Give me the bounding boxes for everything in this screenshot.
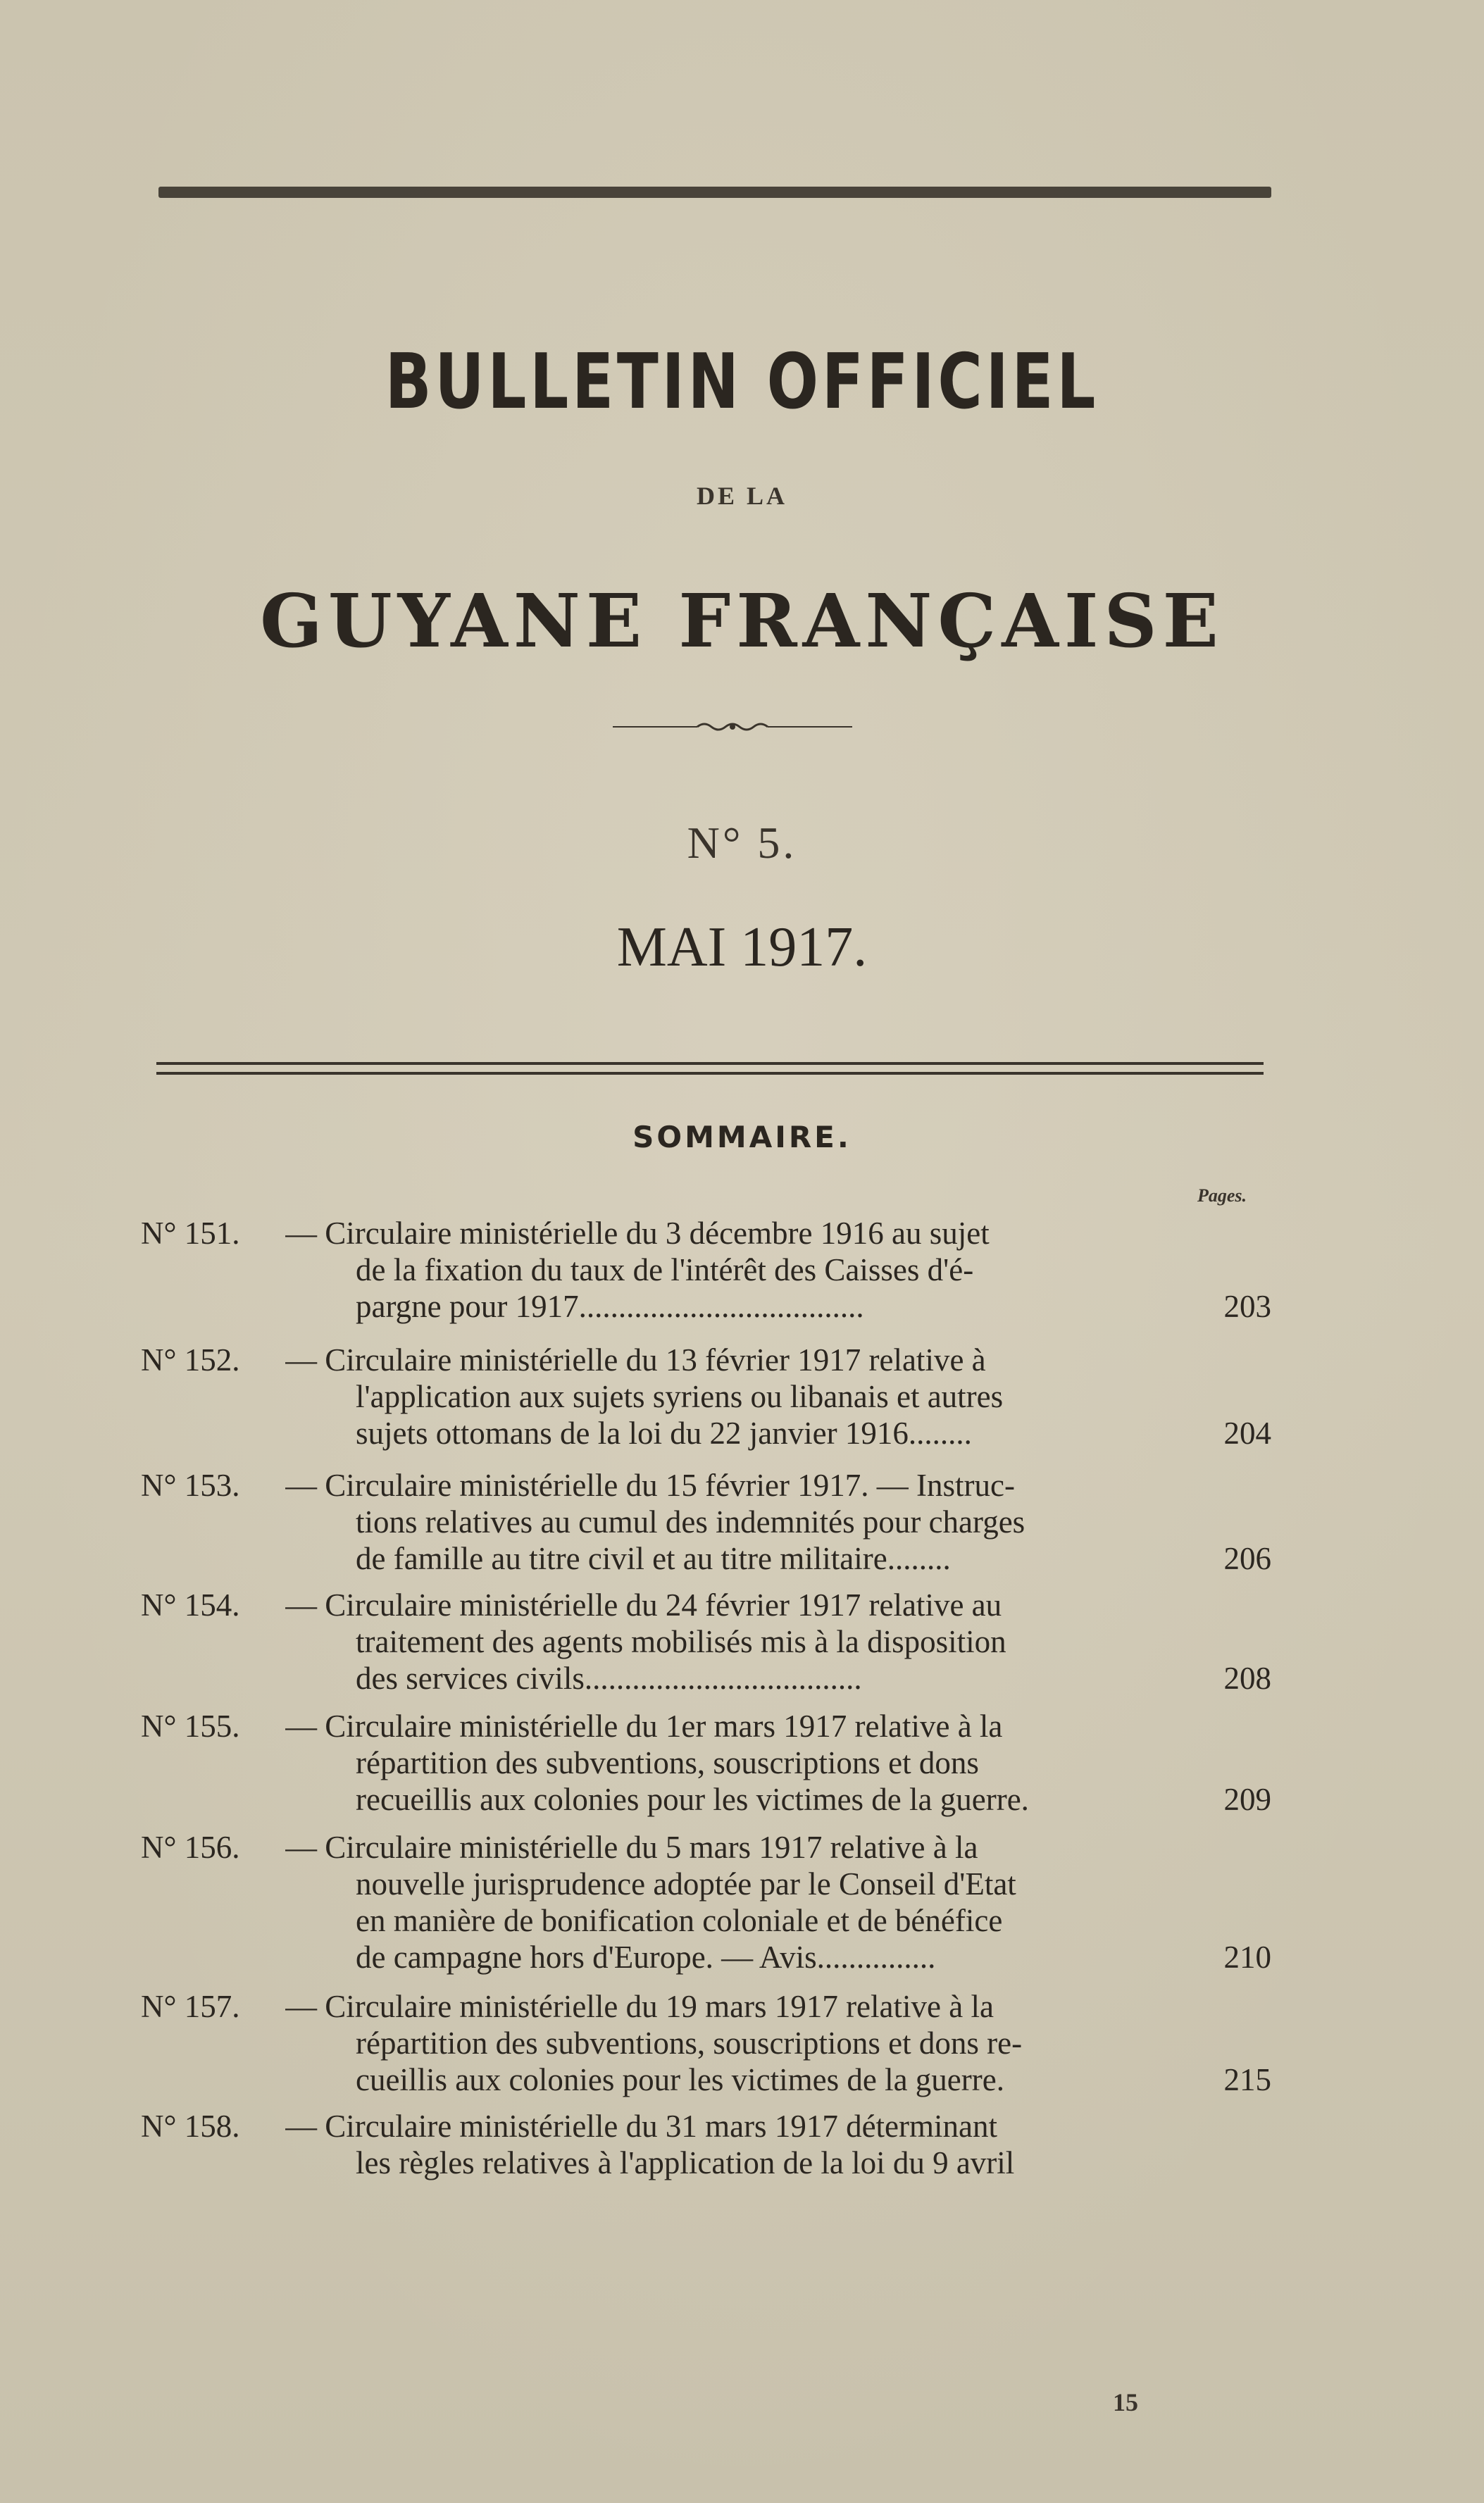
entry-text-line: — Circulaire ministérielle du 24 février 1917 relative au bbox=[285, 1587, 1002, 1623]
ornament-divider bbox=[613, 720, 852, 734]
sommaire-entry bbox=[141, 1587, 1282, 1697]
entry-text-line: — Circulaire ministérielle du 3 décembre 1916 au sujet bbox=[285, 1216, 990, 1251]
entry-number: N° 158. bbox=[141, 2109, 240, 2144]
entry-text bbox=[285, 1215, 1194, 1325]
entry-text-line: sujets ottomans de la loi du 22 janvier 1916........ bbox=[356, 1416, 972, 1451]
bulletin-title: BULLETIN OFFICIEL bbox=[385, 338, 1099, 426]
sommaire-entry bbox=[141, 1988, 1282, 2098]
entry-text-line: nouvelle jurisprudence adoptée par le Conseil d'Etat bbox=[356, 1866, 1016, 1902]
entry-text bbox=[285, 1587, 1194, 1697]
entry-number: N° 157. bbox=[141, 1989, 240, 2024]
entry-number: N° 153. bbox=[141, 1468, 240, 1503]
entry-number: N° 154. bbox=[141, 1587, 240, 1623]
sommaire-entry bbox=[141, 1708, 1282, 1818]
sommaire-heading: SOMMAIRE. bbox=[632, 1120, 852, 1154]
pages-column-label: Pages. bbox=[1197, 1185, 1247, 1206]
entry-text bbox=[285, 1467, 1194, 1577]
top-decorative-rule bbox=[158, 187, 1271, 198]
entry-page-number: 206 bbox=[1223, 1541, 1271, 1576]
entry-text bbox=[285, 1829, 1194, 1975]
entry-text-line: en manière de bonification coloniale et de bénéfice bbox=[356, 1903, 1003, 1938]
entry-page-number: 209 bbox=[1223, 1782, 1271, 1817]
entry-text-line: de famille au titre civil et au titre militaire........ bbox=[356, 1541, 951, 1576]
entry-number: N° 151. bbox=[141, 1216, 240, 1251]
entry-text-line: traitement des agents mobilisés mis à la disposition bbox=[356, 1624, 1006, 1659]
entry-text-line: cueillis aux colonies pour les victimes de la guerre. bbox=[356, 2062, 1004, 2097]
issue-date: MAI 1917. bbox=[616, 916, 868, 978]
entry-text bbox=[285, 1708, 1194, 1818]
entry-text-line: des services civils................................... bbox=[356, 1661, 862, 1696]
entry-text bbox=[285, 2108, 1194, 2181]
entry-page-number: 210 bbox=[1223, 1940, 1271, 1975]
sommaire-entry bbox=[141, 2108, 1282, 2181]
title-de-la: DE LA bbox=[696, 482, 788, 510]
colony-title: GUYANE FRANÇAISE bbox=[260, 578, 1224, 664]
entry-text-line: répartition des subventions, souscriptions et dons re- bbox=[356, 2026, 1023, 2061]
sommaire-entry bbox=[141, 1829, 1282, 1975]
entry-text-line: — Circulaire ministérielle du 19 mars 1917 relative à la bbox=[285, 1989, 994, 2024]
entry-text-line: recueillis aux colonies pour les victimes de la guerre. bbox=[356, 1782, 1029, 1817]
entry-text-line: tions relatives au cumul des indemnités pour charges bbox=[356, 1504, 1025, 1540]
entry-page-number: 208 bbox=[1223, 1661, 1271, 1696]
page-folio: 15 bbox=[1113, 2388, 1138, 2416]
entry-text-line: — Circulaire ministérielle du 31 mars 1917 déterminant bbox=[285, 2109, 997, 2144]
entry-page-number: 204 bbox=[1223, 1416, 1271, 1451]
entry-text-line: pargne pour 1917.................................... bbox=[356, 1289, 864, 1324]
sommaire-entry bbox=[141, 1215, 1282, 1325]
entry-text bbox=[285, 1342, 1194, 1452]
entry-text-line: de la fixation du taux de l'intérêt des Caisses d'é- bbox=[356, 1252, 974, 1287]
separator-rule-upper bbox=[156, 1062, 1264, 1065]
sommaire-entry bbox=[141, 1467, 1282, 1577]
entry-number: N° 155. bbox=[141, 1709, 240, 1744]
entry-text bbox=[285, 1988, 1194, 2098]
entry-text-line: — Circulaire ministérielle du 1er mars 1917 relative à la bbox=[285, 1709, 1003, 1744]
entry-text-line: — Circulaire ministérielle du 15 février 1917. — Instruc- bbox=[285, 1468, 1015, 1503]
sommaire-entry bbox=[141, 1342, 1282, 1452]
entry-text-line: — Circulaire ministérielle du 5 mars 1917 relative à la bbox=[285, 1830, 978, 1865]
entry-page-number: 203 bbox=[1223, 1289, 1271, 1324]
entry-number: N° 156. bbox=[141, 1830, 240, 1865]
entry-text-line: de campagne hors d'Europe. — Avis............... bbox=[356, 1940, 936, 1975]
entry-text-line: l'application aux sujets syriens ou libanais et autres bbox=[356, 1379, 1004, 1414]
entry-text-line: répartition des subventions, souscriptions et dons bbox=[356, 1745, 979, 1780]
issue-number: N° 5. bbox=[687, 818, 797, 868]
entry-text-line: les règles relatives à l'application de la loi du 9 avril bbox=[356, 2145, 1015, 2180]
separator-rule-lower bbox=[156, 1072, 1264, 1075]
entry-number: N° 152. bbox=[141, 1342, 240, 1378]
entry-page-number: 215 bbox=[1223, 2062, 1271, 2097]
entry-text-line: — Circulaire ministérielle du 13 février 1917 relative à bbox=[285, 1342, 986, 1378]
